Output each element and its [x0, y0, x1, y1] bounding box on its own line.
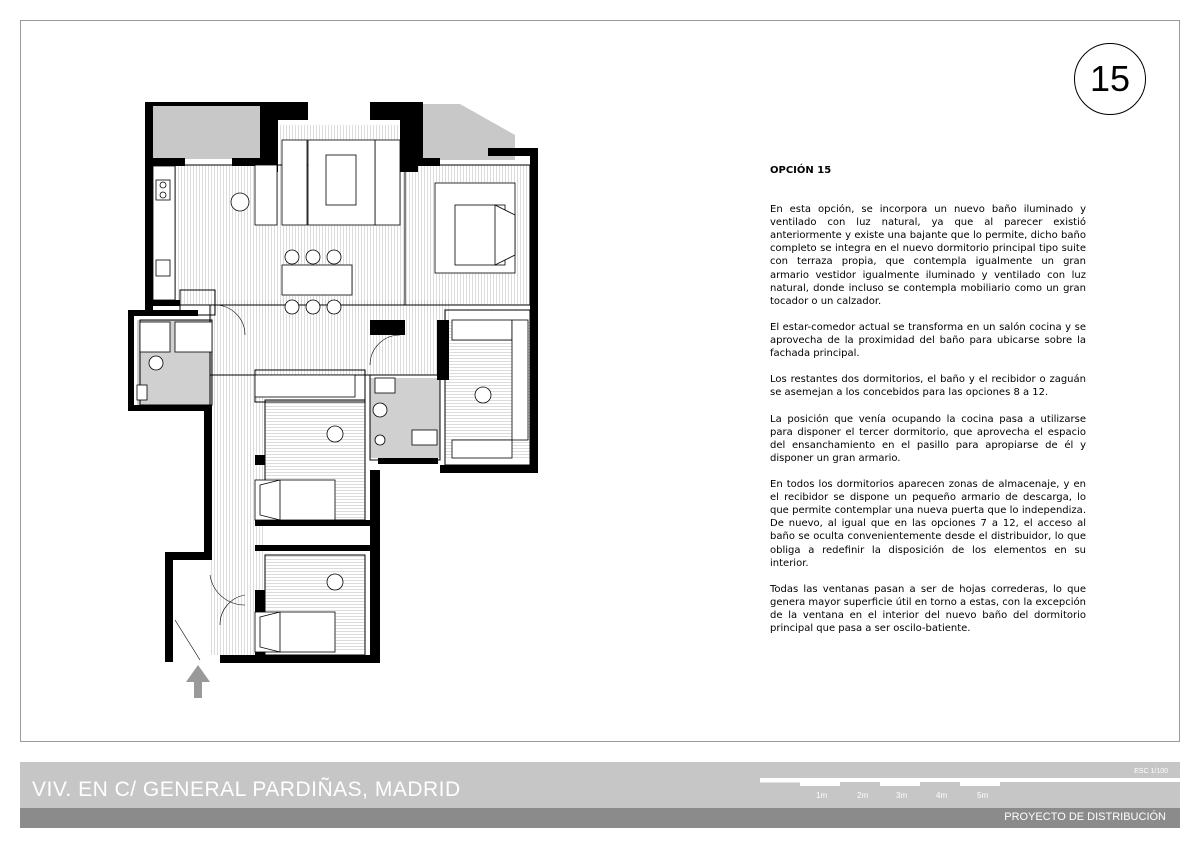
description-paragraph: En todos los dormitorios aparecen zonas de almacenaje, y en el recibidor se dispone un pequeño armario de descarga, lo que permite contemplar una nueva puerta que lo independiza. De nuevo, al igual que en las opciones 7 a 12, el acceso al baño se oculta convenientemente desde el distribuidor, lo que obliga a redefinir la disposición de los elementos en su interior.: [770, 479, 1086, 569]
scale-mark: 2m: [857, 791, 869, 800]
scale-bar: [760, 778, 1180, 804]
description: [770, 164, 1086, 648]
entrance-arrow-icon: [186, 665, 210, 698]
scale-mark: 4m: [936, 791, 948, 800]
description-heading: OPCIÓN 15: [770, 165, 832, 176]
project-subtitle: PROYECTO DE DISTRIBUCIÓN: [1004, 811, 1166, 823]
floor-plan: [120, 95, 550, 715]
scale-label: ESC 1/100: [1134, 768, 1168, 775]
description-paragraph: El estar-comedor actual se transforma en un salón cocina y se aprovecha de la proximidad del baño para ubicarse sobre la fachada principal.: [770, 321, 1086, 360]
subtitle-bar: [20, 808, 1180, 828]
option-number-badge: [1074, 43, 1146, 115]
title-bar: [20, 762, 1180, 808]
scale-mark: 5m: [977, 791, 989, 800]
option-number: 15: [1089, 58, 1131, 99]
project-title: VIV. EN C/ GENERAL PARDIÑAS, MADRID: [32, 778, 461, 801]
description-paragraph: Los restantes dos dormitorios, el baño y el recibidor o zaguán se asemejan a los concebidos para las opciones 8 a 12.: [770, 374, 1086, 399]
scale-mark: 3m: [896, 791, 908, 800]
master-bed: [435, 183, 515, 273]
description-paragraph: En esta opción, se incorpora un nuevo baño iluminado y ventilado con luz natural, ya que al parecer existió anteriormente y existe una bajante que lo permite, dicho baño completo se integra en el nuevo dormitorio principal tipo suite con terraza propia, que contempla igualmente un gran armario vestidor igualmente iluminado y ventilado con luz natural, donde incluso se contempla mobiliario como un gran tocador o un calzador.: [770, 204, 1086, 307]
kitchen-counter: [153, 166, 175, 300]
description-paragraph: La posición que venía ocupando la cocina pasa a utilizarse para disponer el tercer dormitorio, que aprovecha el espacio del ensanchamiento en el pasillo para apropiarse de él y disponer un gran armario.: [770, 413, 1086, 464]
description-paragraph: Todas las ventanas pasan a ser de hojas correderas, lo que genera mayor superficie útil en torno a estas, con la excepción de la ventana en el interior del nuevo baño del dormitorio principal que pasa a ser oscilo-batiente.: [770, 583, 1086, 635]
scale-mark: 1m: [816, 791, 828, 800]
